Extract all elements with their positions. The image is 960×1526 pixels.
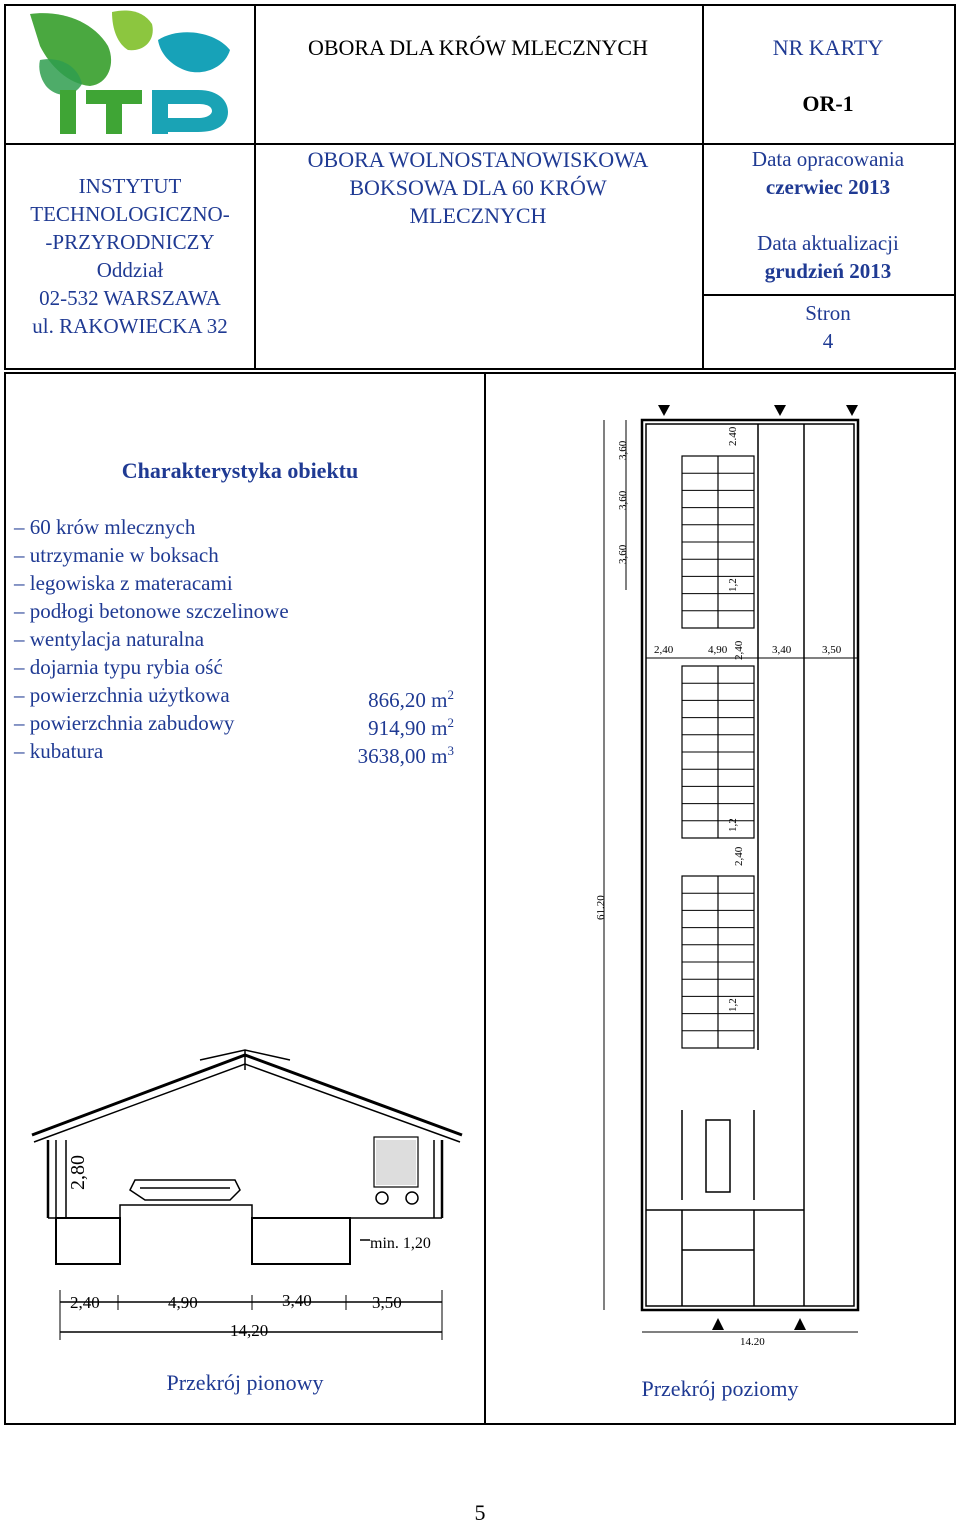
dim-label: 2,40	[733, 846, 745, 866]
dim-label: 3,40	[282, 1291, 312, 1310]
dim-label: 1,2	[727, 818, 739, 832]
institute-info	[8, 172, 252, 340]
title-main: OBORA DLA KRÓW MLECZNYCH	[307, 35, 648, 60]
card-label: NR KARTY	[772, 35, 884, 60]
list-item: – dojarnia typu rybia ość	[14, 655, 223, 679]
list-item: – powierzchnia użytkowa 866,20 $m^2$	[14, 683, 454, 712]
institute-line: INSTYTUT	[78, 174, 182, 198]
list-item: – utrzymanie w boksach	[14, 543, 219, 567]
item-value: 3638,00 $m^3$	[357, 743, 454, 768]
page-number: 5	[474, 1500, 486, 1525]
floor-plan-drawing	[590, 400, 890, 1350]
institute-line: Oddział	[96, 258, 164, 282]
dim-label: 1,2	[727, 998, 739, 1012]
logo-text: ITP	[20, 6, 22, 7]
dim-label: 3,60	[617, 440, 629, 460]
length-label: 61.20	[595, 895, 607, 920]
list-item: – kubatura 3638,00 $m^3$	[14, 739, 454, 768]
item-value: 914,90 $m^2$	[368, 715, 454, 740]
characteristics-list	[14, 513, 474, 768]
item-value: 866,20 $m^2$	[368, 687, 454, 712]
title-sub-line: BOKSOWA DLA 60 KRÓW	[349, 175, 607, 200]
floor-plan-caption: Przekrój poziomy	[641, 1376, 799, 1401]
total-width-label: 14,20	[230, 1321, 269, 1340]
pages-count: 4	[822, 329, 834, 353]
list-item: – podłogi betonowe szczelinowe	[14, 599, 289, 623]
list-item: – legowiska z materacami	[14, 571, 233, 595]
title-sub	[254, 146, 702, 230]
update-date-label: Data aktualizacji	[757, 231, 899, 255]
dim-label: 3,40	[772, 644, 792, 656]
update-date: grudzień 2013	[764, 259, 892, 283]
itp-logo	[20, 6, 240, 138]
dim-label: 3,60	[617, 490, 629, 510]
dim-label: 3,50	[372, 1293, 402, 1312]
title-sub-line: MLECZNYCH	[409, 203, 547, 228]
characteristics-title: Charakterystyka obiektu	[121, 458, 359, 483]
institute-line: TECHNOLOGICZNO-	[30, 202, 230, 226]
prep-date-label: Data opracowania	[751, 147, 905, 171]
dim-label: 2,40	[654, 644, 674, 656]
min-label: min. 1,20	[370, 1235, 431, 1252]
prep-date: czerwiec 2013	[765, 175, 891, 199]
dim-label: 4,90	[708, 644, 728, 656]
vertical-section-drawing	[20, 1040, 470, 1350]
dim-label: 2.40	[727, 426, 739, 446]
institute-line: ul. RAKOWIECKA 32	[32, 314, 228, 338]
card-number: OR-1	[802, 91, 854, 116]
dim-label: 2,40	[70, 1293, 100, 1312]
dim-label: 3,50	[822, 644, 842, 656]
vertical-section-caption: Przekrój pionowy	[166, 1370, 324, 1395]
institute-line: -PRZYRODNICZY	[45, 230, 215, 254]
list-item: – 60 krów mlecznych	[14, 515, 196, 539]
list-item: – wentylacja naturalna	[14, 627, 205, 651]
institute-line: 02-532 WARSZAWA	[39, 286, 221, 310]
height-label: 2,80	[67, 1155, 89, 1190]
dim-label: 4,90	[168, 1293, 198, 1312]
dim-label: 1,2	[727, 578, 739, 592]
width-label: 14.20	[740, 1336, 765, 1348]
dim-label: 2,40	[733, 640, 745, 660]
title-sub-line: OBORA WOLNOSTANOWISKOWA	[307, 147, 649, 172]
list-item: – powierzchnia zabudowy 914,90 $m^2$	[14, 711, 454, 740]
dim-label: 3,60	[617, 544, 629, 564]
pages-label: Stron	[805, 301, 851, 325]
